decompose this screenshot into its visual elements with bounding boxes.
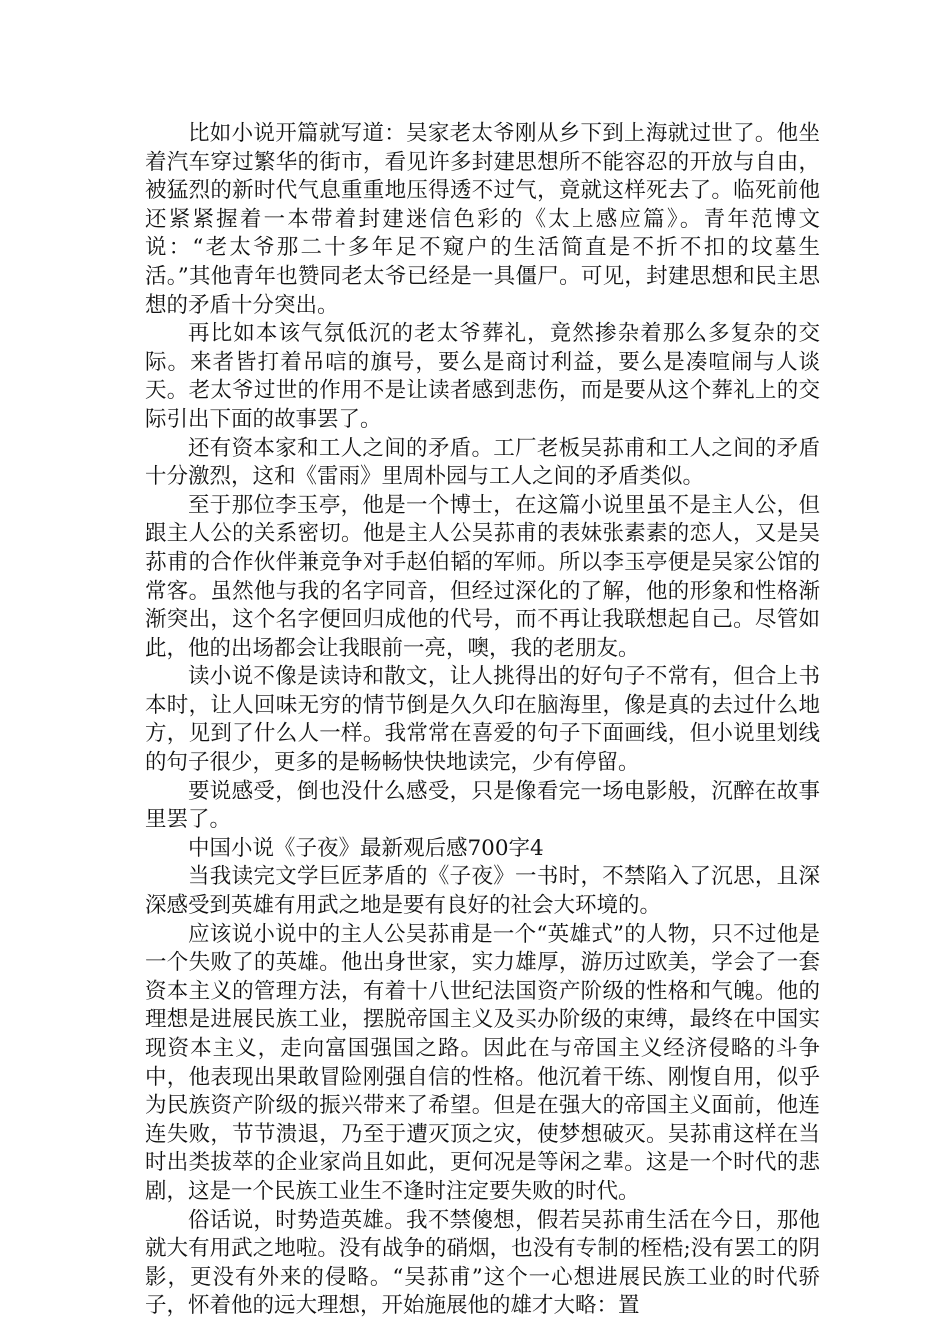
section-heading: 中国小说《子夜》最新观后感700字4 [188,835,544,861]
paragraph: 还有资本家和工人之间的矛盾。工厂老板吴荪甫和工人之间的矛盾十分激烈，这和《雷雨》里周朴园与工人之间的矛盾类似。 [145,435,820,490]
paragraph: 再比如本该气氛低沉的老太爷葬礼，竟然掺杂着那么多复杂的交际。来者皆打着吊唁的旗号，要么是商讨利益，要么是凑喧闹与人谈天。老太爷过世的作用不是让读者感到悲伤，而是要从这个葬礼上的交际引出下面的故事罢了。 [145,321,820,432]
paragraph: 俗话说，时势造英雄。我不禁傻想，假若吴荪甫生活在今日，那他就大有用武之地啦。没有战争的硝烟，也没有专制的桎梏;没有罢工的阴影，更没有外来的侵略。“吴荪甫”这个一心想进展民族工业的时代骄子，怀着他的远大理想，开始施展他的雄才大略：置 [145,1207,820,1319]
paragraph: 当我读完文学巨匠茅盾的《子夜》一书时，不禁陷入了沉思，且深深感受到英雄有用武之地是要有良好的社会大环境的。 [145,864,820,919]
paragraph: 要说感受，倒也没什么感受，只是像看完一场电影般，沉醉在故事里罢了。 [145,778,820,833]
paragraph: 应该说小说中的主人公吴荪甫是一个“英雄式”的人物，只不过他是一个失败了的英雄。他出身世家，实力雄厚，游历过欧美，学会了一套资本主义的管理方法，有着十八世纪法国资产阶级的性格和气魄。他的理想是进展民族工业，摆脱帝国主义及买办阶级的束缚，最终在中国实现资本主义，走向富国强国之路。因此在与帝国主义经济侵略的斗争中，他表现出果敢冒险刚强自信的性格。他沉着干练、刚愎自用，似乎为民族资产阶级的振兴带来了希望。但是在强大的帝国主义面前，他连连失败，节节溃退，乃至于遭灭顶之灾，使梦想破灭。吴荪甫这样在当时出类拔萃的企业家尚且如此，更何况是等闲之辈。这是一个时代的悲剧，这是一个民族工业生不逢时注定要失败的时代。 [145,921,820,1204]
paragraph: 比如小说开篇就写道：吴家老太爷刚从乡下到上海就过世了。他坐着汽车穿过繁华的街市，看见许多封建思想所不能容忍的开放与自由，被猛烈的新时代气息重重地压得透不过气，竟就这样死去了。临死前他还紧紧握着一本带着封建迷信色彩的《太上感应篇》。青年范博文说：“老太爷那二十多年足不窥户的生活简直是不折不扣的坟墓生活。”其他青年也赞同老太爷已经是一具僵尸。可见，封建思想和民主思想的矛盾十分突出。 [145,121,820,318]
paragraph: 至于那位李玉亭，他是一个博士，在这篇小说里虽不是主人公，但跟主人公的关系密切。他是主人公吴荪甫的表妹张素素的恋人，又是吴荪甫的合作伙伴兼竞争对手赵伯韬的军师。所以李玉亭便是吴家公馆的常客。虽然他与我的名字同音，但经过深化的了解，他的形象和性格渐渐突出，这个名字便回归成他的代号，而不再让我联想起自己。尽管如此，他的出场都会让我眼前一亮，噢，我的老朋友。 [145,492,820,661]
document-body [145,120,820,1321]
paragraph: 读小说不像是读诗和散文，让人挑得出的好句子不常有，但合上书本时，让人回味无穷的情节倒是久久印在脑海里，像是真的去过什么地方，见到了什么人一样。我常常在喜爱的句子下面画线，但小说里划线的句子很少，更多的是畅畅快快地读完，少有停留。 [145,664,820,776]
